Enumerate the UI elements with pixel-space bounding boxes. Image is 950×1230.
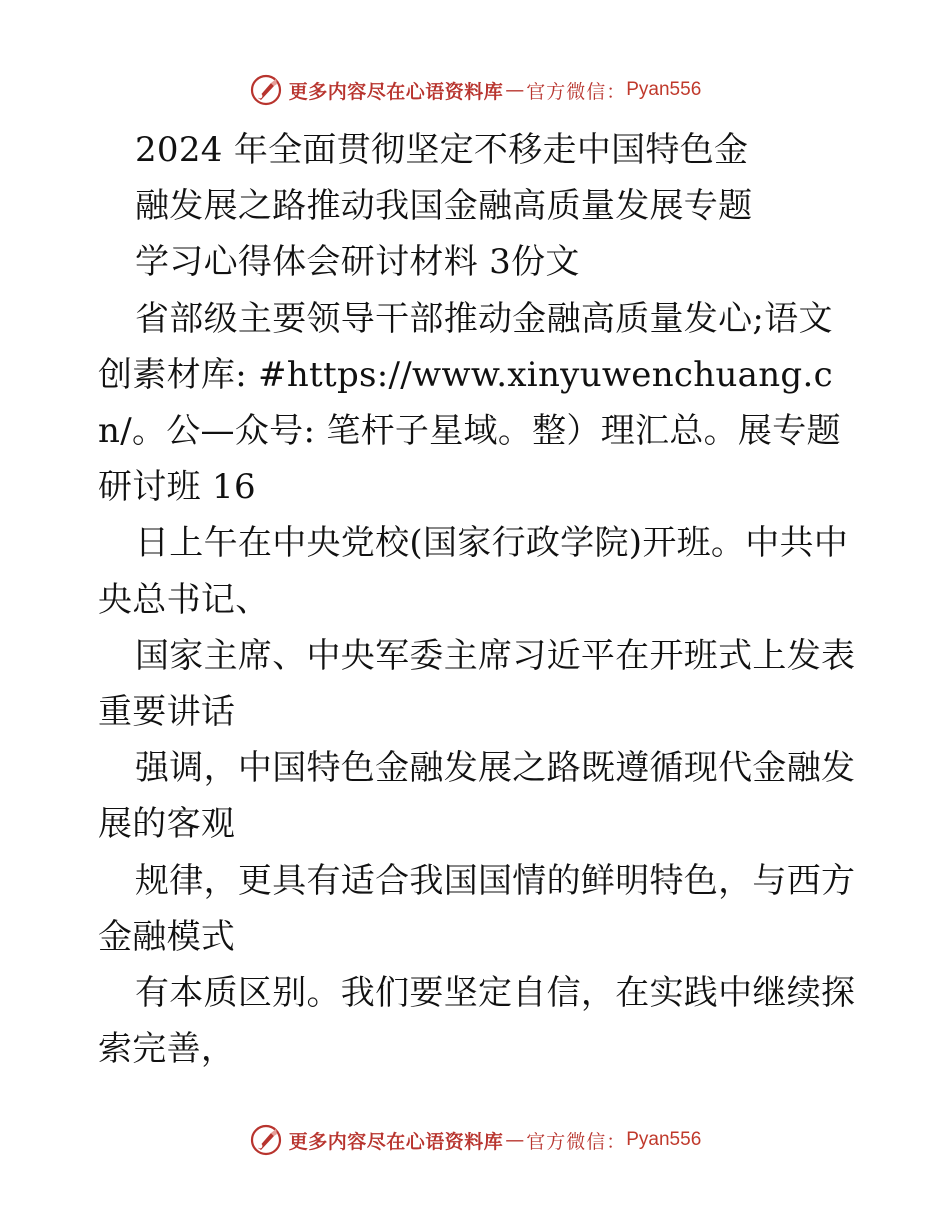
paragraph: 日上午在中央党校(国家行政学院)开班。中共中央总书记、 (98, 523, 849, 620)
quill-pen-logo-icon (249, 73, 283, 107)
banner-official-text: 官方微信： (526, 80, 627, 103)
quill-pen-logo-icon (249, 1123, 283, 1157)
paragraph: 有本质区别。我们要坚定自信，在实践中继续探索完善， (98, 973, 856, 1070)
banner-wechat-id: Pyan556 (626, 1129, 702, 1150)
paragraph: 国家主席、中央军委主席习近平在开班式上发表重要讲话 (98, 635, 856, 733)
title-line: 2024 年全面贯彻坚定不移走中国特色金 (135, 130, 749, 170)
header-banner (0, 70, 950, 110)
banner-main-text: 更多内容尽在心语资料库 (288, 1130, 504, 1153)
banner-main-text: 更多内容尽在心语资料库 (288, 80, 504, 103)
banner-dash: — (505, 1129, 525, 1151)
paragraph: 省部级主要领导干部推动金融高质量发心;语文创素材库: #https://www.xinyuwenchuang.cn/。公—众号: 笔杆子星域。整）理汇总。展专题研讨班 16 (98, 298, 841, 508)
paragraph: 强调，中国特色金融发展之路既遵循现代金融发展的客观 (98, 748, 856, 845)
title-line: 学习心得体会研讨材料 3份文 (135, 242, 580, 283)
banner-dash: — (505, 79, 525, 101)
document-body (98, 122, 858, 1077)
title-line: 融发展之路推动我国金融高质量发展专题 (135, 186, 753, 227)
footer-banner (0, 1120, 950, 1160)
banner-official-text: 官方微信： (526, 1130, 627, 1153)
document-title (98, 122, 858, 291)
paragraph: 规律，更具有适合我国国情的鲜明特色，与西方金融模式 (98, 860, 856, 957)
banner-wechat-id: Pyan556 (626, 79, 702, 100)
